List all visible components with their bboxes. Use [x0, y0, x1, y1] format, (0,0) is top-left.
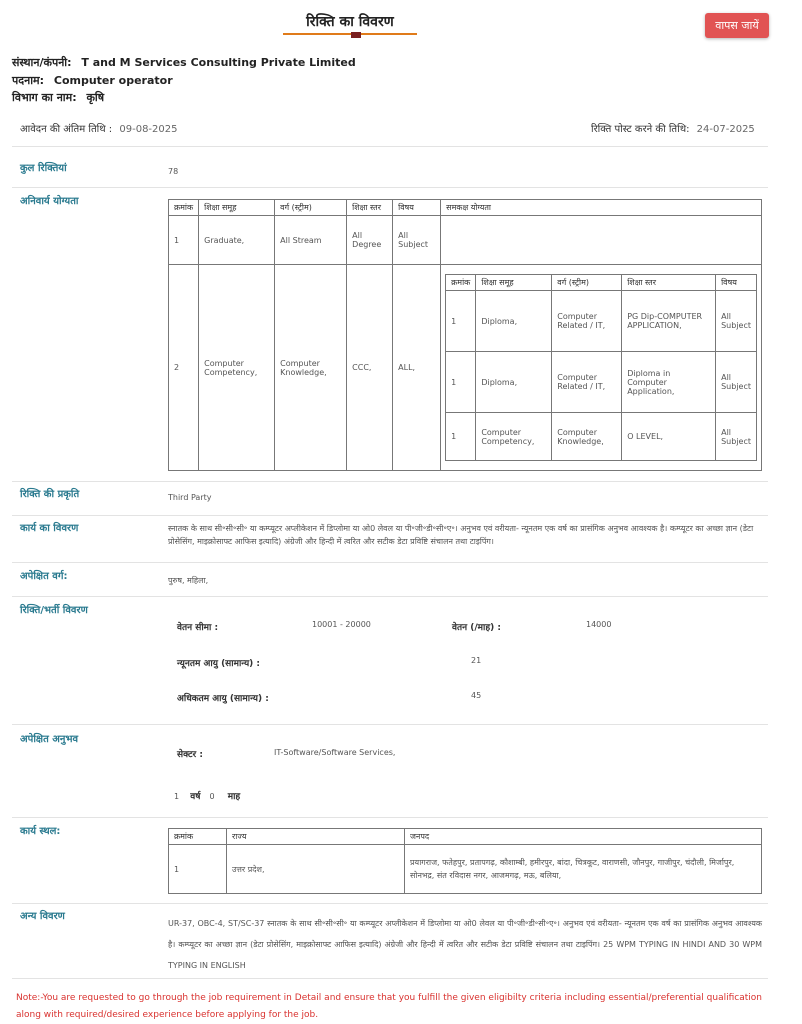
experience-duration — [174, 784, 240, 803]
qual-sno: 2 — [169, 265, 199, 471]
qual-stream: Computer Knowledge, — [275, 265, 347, 471]
table-row — [169, 845, 762, 894]
experience-years: 1 — [174, 792, 180, 801]
qual-header: क्रमांक — [169, 200, 199, 216]
company-row — [12, 55, 356, 70]
total-vacancies-label: कुल रिक्तियां — [20, 163, 67, 174]
equiv-group: Diploma, — [476, 291, 552, 352]
equiv-sno: 1 — [446, 413, 476, 461]
salary-value: 14000 — [586, 620, 612, 629]
qual-group: Computer Competency, — [199, 265, 275, 471]
location-sno: 1 — [169, 845, 227, 894]
location-table — [168, 828, 762, 894]
nature-label: रिक्ति की प्रकृति — [20, 489, 80, 500]
salary-range-label: वेतन सीमा : — [177, 623, 219, 633]
job-desc-label: कार्य का विवरण — [20, 523, 79, 534]
divider — [12, 978, 768, 979]
equiv-level: PG Dip-COMPUTER APPLICATION, — [622, 291, 716, 352]
last-date-row — [20, 121, 178, 135]
divider — [12, 481, 768, 482]
salary-label: वेतन (/माह) : — [452, 623, 502, 633]
equiv-level: O LEVEL, — [622, 413, 716, 461]
experience-label: अपेक्षित अनुभव — [20, 734, 79, 745]
location-districts: प्रयागराज, फतेहपुर, प्रतापगढ़, कौशाम्बी, हमीरपुर, बांदा, चित्रकूट, वाराणसी, जौनपुर, गाजीपुर, चंदौली, मिर्जापुर, सोनभद्र, संत रविदास नगर, आजमगढ़, मऊ, बलिया, — [405, 845, 762, 894]
table-row — [446, 352, 757, 413]
equivalent-table — [445, 274, 757, 461]
equiv-header: शिक्षा समूह — [476, 275, 552, 291]
divider — [12, 596, 768, 597]
dept-name: कृषि — [86, 91, 105, 104]
posted-date-value: 24-07-2025 — [696, 124, 755, 135]
equiv-sno: 1 — [446, 291, 476, 352]
job-desc-value: स्नातक के साथ सी॰सी॰सी॰ या कम्प्यूटर अप्लीकेशन में डिप्लोमा या ओ0 लेवल या पी॰जी॰डी॰सी॰ए॰। अनुभव एवं वरीयता- न्यूनतम एक वर्ष का प्रासंगिक अनुभव आवश्यक है। कम्प्यूटर का अच्छा ज्ञान (डेटा प्रोसेसिंग, माइक्रोसाफ्ट आफिस इत्यादि) अंग्रेजी और हिन्दी में त्वरित और सटीक डेटा प्रविष्टि संचालन तथा टाइपिंग। — [168, 524, 754, 546]
qual-subject: All Subject — [393, 216, 441, 265]
posted-date-row — [591, 121, 755, 135]
qualification-table — [168, 199, 762, 471]
qual-subject: ALL, — [393, 265, 441, 471]
sector-label: सेक्टर : — [177, 750, 203, 760]
total-vacancies-value: 78 — [168, 167, 179, 176]
company-label: संस्थान/कंपनी: — [12, 56, 72, 69]
min-age-label: न्यूनतम आयु (सामान्य) : — [177, 659, 261, 669]
qual-level: All Degree — [347, 216, 393, 265]
qual-level: CCC, — [347, 265, 393, 471]
qual-sno: 1 — [169, 216, 199, 265]
equiv-subject: All Subject — [716, 352, 757, 413]
equiv-group: Diploma, — [476, 352, 552, 413]
note-text: Note:-You are requested to go through the job requirement in Detail and ensure that you fulfill the given eligibilty criteria including essential/preferential qualification along with required/desired experience before applying for the job. — [16, 993, 762, 1020]
experience-months: 0 — [209, 792, 215, 801]
category-value: पुरुष, महिला, — [168, 576, 209, 585]
back-button[interactable]: वापस जायें — [705, 13, 769, 38]
qual-header: विषय — [393, 200, 441, 216]
qual-header: शिक्षा स्तर — [347, 200, 393, 216]
qual-header: वर्ग (स्ट्रीम) — [275, 200, 347, 216]
equiv-header: क्रमांक — [446, 275, 476, 291]
sector-value: IT-Software/Software Services, — [274, 748, 396, 757]
qual-equivalent — [441, 216, 762, 265]
location-label: कार्य स्थल: — [20, 826, 61, 837]
other-value: UR-37, OBC-4, ST/SC-37 स्नातक के साथ सी॰सी॰सी॰ या कम्प्यूटर अप्लीकेशन में डिप्लोमा या ओ0 लेवल या पी॰जी॰डी॰सी॰ए॰। अनुभव एवं वरीयता- न्यूनतम एक वर्ष का प्रासंगिक अनुभव आवश्यक है। कम्प्यूटर का अच्छा ज्ञान (डेटा प्रोसेसिंग, माइक्रोसाफ्ट आफिस इत्यादि) अंग्रेजी और हिन्दी में त्वरित और सटीक डेटा प्रविष्टि संचालन तथा टाइपिंग। 25 WPM TYPING IN HINDI AND 30 WPM TYPING IN ENGLISH — [168, 919, 762, 970]
post-name: Computer operator — [53, 74, 173, 87]
qual-group: Graduate, — [199, 216, 275, 265]
page-title: रिक्ति का विवरण — [306, 14, 394, 30]
title-underline — [283, 33, 417, 35]
equiv-stream: Computer Knowledge, — [552, 413, 622, 461]
equiv-sno: 1 — [446, 352, 476, 413]
vacancy-details-label: रिक्ति/भर्ती विवरण — [20, 605, 88, 616]
qual-header: समकक्ष योग्यता — [441, 200, 762, 216]
divider — [12, 724, 768, 725]
last-date-value: 09-08-2025 — [119, 124, 178, 135]
divider — [12, 187, 768, 188]
table-row — [169, 216, 762, 265]
equiv-subject: All Subject — [716, 413, 757, 461]
category-label: अपेक्षित वर्ग: — [20, 571, 68, 582]
table-row — [446, 413, 757, 461]
table-row — [446, 291, 757, 352]
other-label: अन्य विवरण — [20, 911, 65, 922]
equiv-header: शिक्षा स्तर — [622, 275, 716, 291]
divider — [12, 817, 768, 818]
equiv-stream: Computer Related / IT, — [552, 291, 622, 352]
years-label: वर्ष — [190, 792, 201, 802]
divider — [12, 515, 768, 516]
post-row — [12, 73, 173, 88]
salary-range-value: 10001 - 20000 — [312, 620, 371, 629]
qual-stream: All Stream — [275, 216, 347, 265]
equiv-group: Computer Competency, — [476, 413, 552, 461]
qual-equivalent — [441, 265, 762, 471]
months-label: माह — [227, 792, 241, 802]
equiv-level: Diploma in Computer Application, — [622, 352, 716, 413]
equiv-subject: All Subject — [716, 291, 757, 352]
title-marker — [351, 32, 361, 38]
location-state: उत्तर प्रदेश, — [227, 845, 405, 894]
divider — [12, 146, 768, 147]
qual-header: शिक्षा समूह — [199, 200, 275, 216]
location-header: जनपद — [405, 829, 762, 845]
equiv-stream: Computer Related / IT, — [552, 352, 622, 413]
divider — [12, 562, 768, 563]
last-date-label: आवेदन की अंतिम तिथि : — [20, 124, 113, 135]
qualification-label: अनिवार्य योग्यता — [20, 196, 79, 207]
max-age-value: 45 — [471, 691, 482, 700]
dept-row — [12, 90, 104, 105]
posted-date-label: रिक्ति पोस्ट करने की तिथि: — [591, 124, 690, 135]
location-header: क्रमांक — [169, 829, 227, 845]
location-header: राज्य — [227, 829, 405, 845]
dept-label: विभाग का नाम: — [12, 91, 77, 104]
equiv-header: वर्ग (स्ट्रीम) — [552, 275, 622, 291]
max-age-label: अधिकतम आयु (सामान्य) : — [177, 694, 269, 704]
nature-value: Third Party — [168, 493, 212, 502]
post-label: पदनाम: — [12, 74, 45, 87]
divider — [12, 903, 768, 904]
company-name: T and M Services Consulting Private Limited — [81, 56, 356, 69]
table-row — [169, 265, 762, 471]
min-age-value: 21 — [471, 656, 482, 665]
equiv-header: विषय — [716, 275, 757, 291]
